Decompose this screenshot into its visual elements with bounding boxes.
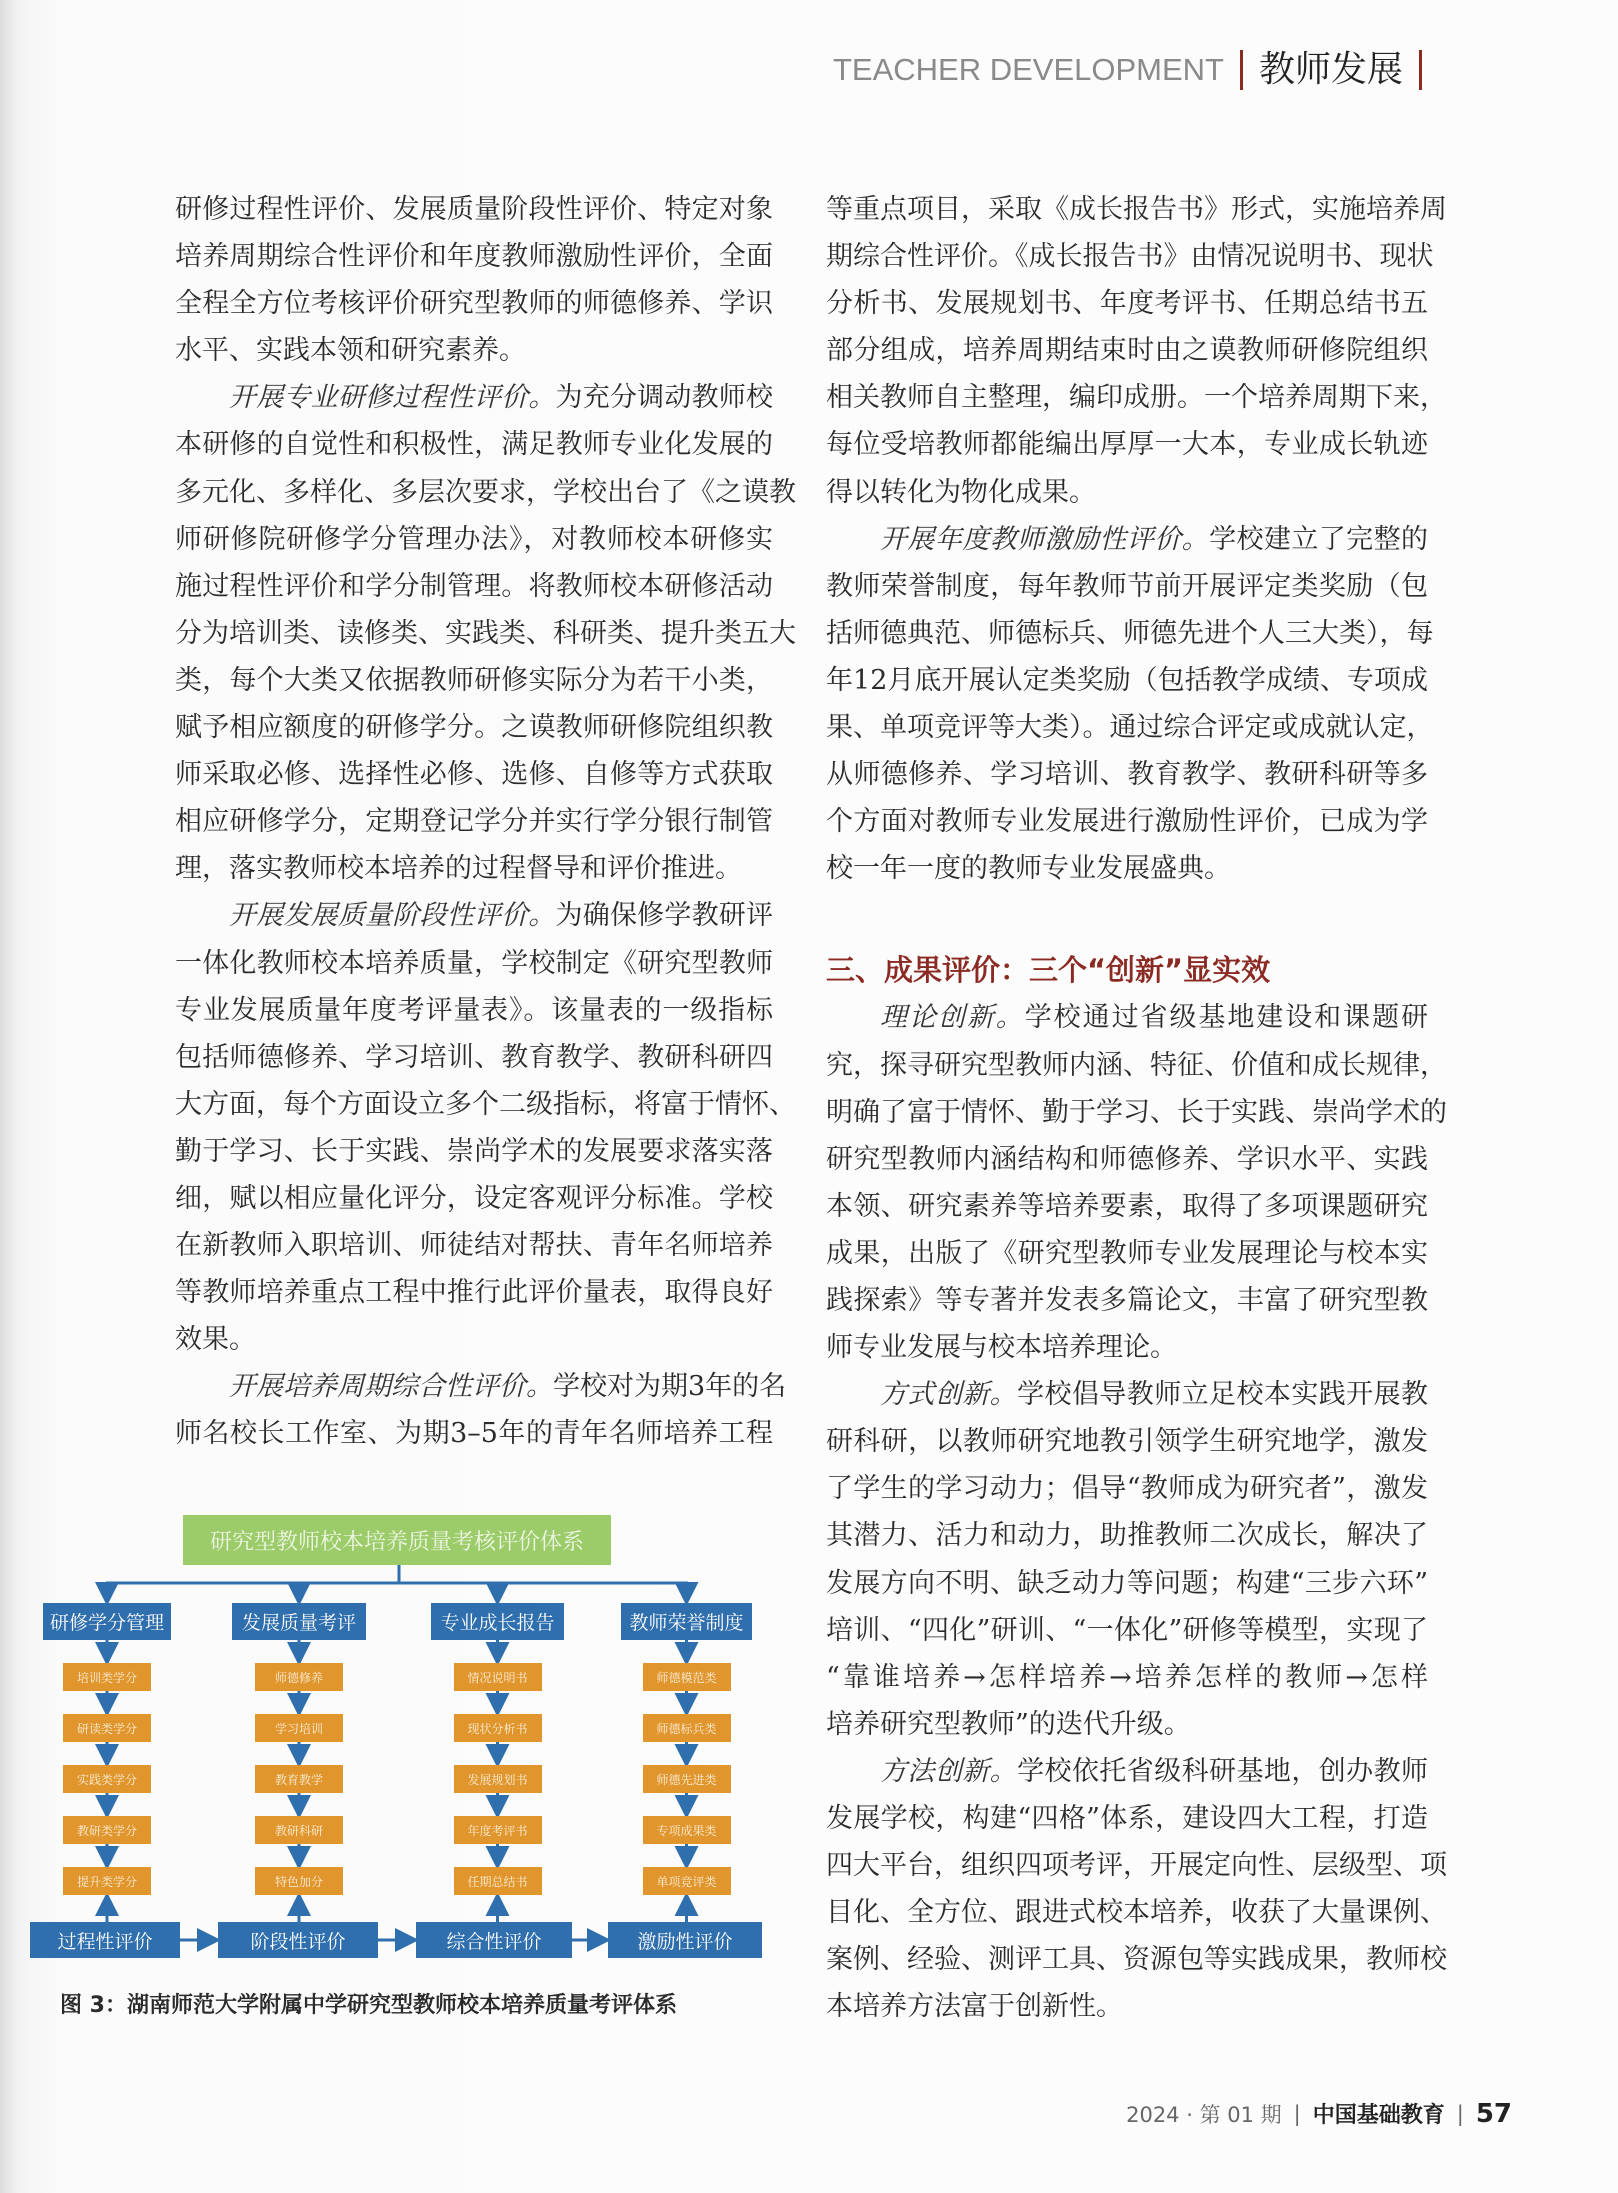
- line-text: 学校通过省级基地建设和课题研: [1024, 1002, 1429, 1034]
- line-text: 赋予相应额度的研修学分。之谟教师研修院组织教: [175, 712, 773, 744]
- line-text: 效果。: [175, 1324, 256, 1356]
- paragraph-lead: 开展发展质量阶段性评价。: [229, 900, 556, 932]
- paragraph-lead: 开展培养周期综合性评价。: [229, 1371, 553, 1403]
- line-text: 培养研究型教师”的迭代升级。: [826, 1708, 1191, 1740]
- line-text: 师专业发展与校本培养理论。: [826, 1332, 1177, 1364]
- text-line: [826, 1277, 1428, 1324]
- line-text: 一体化教师校本培养质量，学校制定《研究型教师: [175, 947, 773, 979]
- text-line: [826, 280, 1428, 327]
- indicator-box: 特色加分: [255, 1867, 343, 1895]
- running-header: [833, 44, 1422, 96]
- line-text: 培训、“四化”研训、“一体化”研修等模型，实现了: [826, 1614, 1428, 1646]
- line-text: 在新教师入职培训、师徒结对帮扶、青年名师培养: [175, 1230, 773, 1262]
- text-line: [826, 1607, 1428, 1654]
- indicator-box: 研读类学分: [63, 1714, 151, 1742]
- line-text: 学校建立了完整的: [1209, 523, 1429, 555]
- line-text: 学校对为期3年的名: [553, 1371, 787, 1403]
- text-line: [826, 516, 1428, 563]
- paragraph-lead: 开展年度教师激励性评价。: [880, 523, 1210, 555]
- line-text: 了学生的学习动力；倡导“教师成为研究者”，激发: [826, 1473, 1428, 1505]
- text-line: [826, 751, 1428, 798]
- text-line: [826, 421, 1428, 468]
- text-line: [826, 1136, 1428, 1183]
- text-line: [826, 469, 1428, 516]
- line-text: 学校倡导教师立足校本实践开展教: [1017, 1379, 1429, 1411]
- line-text: 研科研，以教师研究地教引领学生研究地学，激发: [826, 1426, 1428, 1458]
- category-box: 发展质量考评: [232, 1603, 366, 1640]
- paragraph: [175, 186, 773, 374]
- indicator-box: 年度考评书: [454, 1816, 542, 1844]
- page-footer: [1126, 2098, 1512, 2129]
- left-column: [175, 186, 796, 1458]
- text-line: [175, 657, 773, 704]
- line-text: 本研修的自觉性和积极性，满足教师专业化发展的: [175, 429, 773, 461]
- line-text: 校一年一度的教师专业发展盛典。: [826, 853, 1231, 885]
- indicator-box: 教育教学: [255, 1765, 343, 1793]
- line-text: 勤于学习、长于实践、崇尚学术的发展要求落实落: [175, 1135, 773, 1167]
- line-text: 教师荣誉制度，每年教师节前开展评定类奖励（包: [826, 570, 1428, 602]
- text-line: [175, 1316, 773, 1363]
- line-text: 本培养方法富于创新性。: [826, 1991, 1123, 2023]
- text-line: [826, 704, 1434, 751]
- line-text: 明确了富于情怀、勤于学习、长于实践、崇尚学术的: [826, 1096, 1447, 1128]
- footer-divider: |: [1456, 2101, 1464, 2126]
- text-line: [826, 1748, 1428, 1795]
- indicator-box: 发展规划书: [454, 1765, 542, 1793]
- line-text: 分析书、发展规划书、年度考评书、任期总结书五: [826, 288, 1428, 320]
- text-line: [175, 987, 773, 1034]
- text-line: [175, 1269, 773, 1316]
- text-line: [826, 1701, 1428, 1748]
- indicator-box: 提升类学分: [63, 1867, 151, 1895]
- indicator-box: 师德先进类: [643, 1765, 731, 1793]
- line-text: 师采取必修、选择性必修、选修、自修等方式获取: [175, 759, 773, 791]
- paragraph-lead: 开展专业研修过程性评价。: [229, 382, 556, 414]
- paragraph: [826, 186, 1447, 516]
- line-text: 部分组成，培养周期结束时由之谟教师研修院组织: [826, 335, 1428, 367]
- indicator-box: 情况说明书: [454, 1663, 542, 1691]
- text-line: [175, 845, 773, 892]
- text-line: [175, 374, 773, 421]
- line-text: 为确保修学教研评: [555, 900, 774, 932]
- text-line: [826, 1889, 1447, 1936]
- line-text: 培养周期综合性评价和年度教师激励性评价，全面: [175, 241, 773, 273]
- line-text: 发展方向不明、缺乏动力等问题；构建“三步六环”: [826, 1567, 1428, 1599]
- text-line: [175, 233, 773, 280]
- line-text: 分为培训类、读修类、实践类、科研类、提升类五大: [175, 617, 796, 649]
- text-line: [826, 1418, 1428, 1465]
- line-text: 细，赋以相应量化评分，设定客观评分标准。学校: [175, 1182, 773, 1214]
- line-text: 期综合性评价。《成长报告书》由情况说明书、现状: [826, 241, 1434, 273]
- line-text: 专业发展质量年度考评量表》。该量表的一级指标: [175, 994, 773, 1026]
- section-heading: 三、成果评价：三个“创新”显实效: [826, 953, 1271, 988]
- paragraph: [826, 1748, 1447, 2031]
- text-line: [826, 1465, 1428, 1512]
- header-divider: [1240, 50, 1243, 90]
- text-line: [175, 516, 773, 563]
- line-text: 从师德修养、学习培训、教育教学、教研科研等多: [826, 759, 1428, 791]
- text-line: [826, 1230, 1428, 1277]
- text-line: [175, 1081, 796, 1128]
- line-text: 相应研修学分，定期登记学分并实行学分银行制管: [175, 806, 773, 838]
- text-line: [175, 280, 773, 327]
- text-line: [175, 798, 773, 845]
- text-line: [175, 469, 796, 516]
- text-line: [826, 563, 1428, 610]
- line-text: 发展学校，构建“四格”体系，建设四大工程，打造: [826, 1803, 1428, 1834]
- text-line: [826, 1324, 1428, 1371]
- line-text: 究，探寻研究型教师内涵、特征、价值和成长规律，: [826, 1049, 1447, 1081]
- header-section-cn: 教师发展: [1258, 49, 1403, 90]
- text-line: [826, 1842, 1447, 1889]
- text-line: [175, 1222, 773, 1269]
- indicator-box: 教研科研: [255, 1816, 343, 1844]
- text-line: [175, 327, 773, 374]
- page-number: 57: [1475, 2098, 1512, 2129]
- paragraph: [826, 994, 1447, 1371]
- paragraph-lead: 方法创新。: [880, 1755, 1018, 1787]
- line-text: 括师德典范、师德标兵、师德先进个人三大类），每: [826, 617, 1434, 649]
- figure-title-box: 研究型教师校本培养质量考核评价体系: [183, 1515, 611, 1565]
- indicator-box: 现状分析书: [454, 1714, 542, 1742]
- figure-caption: 图 3：湖南师范大学附属中学研究型教师校本培养质量考评体系: [60, 1993, 677, 2018]
- line-text: 水平、实践本领和研究素养。: [175, 335, 526, 367]
- line-text: 大方面，每个方面设立多个二级指标，将富于情怀、: [175, 1088, 796, 1120]
- text-line: [826, 994, 1428, 1041]
- text-line: [175, 940, 773, 987]
- line-text: 案例、经验、测评工具、资源包等实践成果，教师校: [826, 1944, 1447, 1976]
- text-line: [826, 233, 1434, 280]
- text-line: [175, 892, 773, 939]
- line-text: 类，每个大类又依据教师研修实际分为若干小类，: [175, 664, 773, 696]
- text-line: [826, 1560, 1428, 1607]
- line-text: 践探索》等专著并发表多篇论文，丰富了研究型教: [826, 1284, 1428, 1316]
- evaluation-type-box: 综合性评价: [416, 1922, 572, 1958]
- indicator-box: 培训类学分: [63, 1663, 151, 1691]
- line-text: 个方面对教师专业发展进行激励性评价，已成为学: [826, 806, 1428, 838]
- text-line: [826, 845, 1428, 892]
- indicator-box: 实践类学分: [63, 1765, 151, 1793]
- line-text: 研修过程性评价、发展质量阶段性评价、特定对象: [175, 194, 773, 225]
- text-line: [175, 1128, 773, 1175]
- line-text: 多元化、多样化、多层次要求，学校出台了《之谟教: [175, 476, 796, 508]
- line-text: 成果，出版了《研究型教师专业发展理论与校本实: [826, 1237, 1428, 1269]
- line-text: 施过程性评价和学分制管理。将教师校本研修活动: [175, 570, 773, 602]
- text-line: [826, 374, 1447, 421]
- line-text: 每位受培教师都能编出厚厚一大本，专业成长轨迹: [826, 429, 1428, 461]
- text-line: [826, 186, 1447, 233]
- category-box: 专业成长报告: [431, 1603, 564, 1640]
- text-line: [826, 327, 1428, 374]
- line-text: 目化、全方位、跟进式校本培养，收获了大量课例、: [826, 1897, 1447, 1929]
- text-line: [175, 421, 773, 468]
- line-text: 年12月底开展认定类奖励（包括教学成绩、专项成: [826, 664, 1428, 696]
- paragraph: [175, 1363, 787, 1457]
- text-line: [175, 610, 796, 657]
- line-text: 为充分调动教师校: [555, 382, 774, 414]
- text-line: [826, 1042, 1447, 1089]
- line-text: 研究型教师内涵结构和师德修养、学识水平、实践: [826, 1143, 1428, 1175]
- line-text: 得以转化为物化成果。: [826, 476, 1096, 508]
- indicator-box: 任期总结书: [454, 1867, 542, 1895]
- paragraph-lead: 方式创新。: [880, 1379, 1018, 1411]
- line-text: 等重点项目，采取《成长报告书》形式，实施培养周: [826, 194, 1447, 225]
- text-line: [175, 1363, 787, 1410]
- indicator-box: 学习培训: [255, 1714, 343, 1742]
- paragraph: [826, 1371, 1428, 1748]
- line-text: 本领、研究素养等培养要素，取得了多项课题研究: [826, 1190, 1428, 1222]
- indicator-box: 师德修养: [255, 1663, 343, 1691]
- issue-label: 2024 · 第 01 期: [1126, 2102, 1282, 2127]
- text-line: [826, 1936, 1447, 1983]
- text-line: [175, 1410, 773, 1457]
- paragraph: [826, 516, 1434, 893]
- text-line: [826, 1512, 1428, 1559]
- text-line: [826, 1654, 1428, 1701]
- right-column: [826, 186, 1447, 2030]
- line-text: 等教师培养重点工程中推行此评价量表，取得良好: [175, 1277, 773, 1309]
- text-line: [826, 798, 1428, 845]
- line-text: 师研修院研修学分管理办法》，对教师校本研修实: [175, 523, 773, 555]
- evaluation-type-box: 过程性评价: [30, 1922, 180, 1958]
- indicator-box: 师德模范类: [643, 1663, 731, 1691]
- text-line: [826, 610, 1434, 657]
- header-section-en: TEACHER DEVELOPMENT: [832, 52, 1224, 87]
- indicator-box: 师德标兵类: [643, 1714, 731, 1742]
- text-line: [175, 1034, 773, 1081]
- line-text: 包括师德修养、学习培训、教育教学、教研科研四: [175, 1041, 773, 1073]
- evaluation-type-box: 阶段性评价: [218, 1922, 378, 1958]
- text-line: [826, 1371, 1428, 1418]
- text-line: [826, 1983, 1428, 2030]
- text-line: [175, 563, 773, 610]
- text-line: [175, 704, 773, 751]
- line-text: “靠谁培养→怎样培养→培养怎样的教师→怎样: [826, 1661, 1428, 1693]
- category-box: 教师荣誉制度: [621, 1603, 752, 1640]
- magazine-name: 中国基础教育: [1312, 2103, 1445, 2128]
- text-line: [826, 1089, 1447, 1136]
- footer-divider: |: [1293, 2101, 1301, 2126]
- text-line: [826, 1795, 1428, 1842]
- header-divider-end: [1419, 50, 1422, 90]
- line-text: 相关教师自主整理，编印成册。一个培养周期下来，: [826, 382, 1447, 414]
- text-line: [826, 657, 1428, 704]
- category-box: 研修学分管理: [43, 1603, 171, 1640]
- paragraph: [175, 892, 796, 1363]
- indicator-box: 专项成果类: [643, 1816, 731, 1844]
- text-line: [175, 1175, 773, 1222]
- line-text: 学校依托省级科研基地，创办教师: [1017, 1755, 1429, 1787]
- line-text: 四大平台，组织四项考评，开展定向性、层级型、项: [826, 1850, 1447, 1882]
- line-text: 全程全方位考核评价研究型教师的师德修养、学识: [175, 288, 773, 320]
- indicator-box: 教研类学分: [63, 1816, 151, 1844]
- line-text: 果、单项竞评等大类）。通过综合评定或成就认定，: [826, 712, 1434, 744]
- indicator-box: 单项竞评类: [643, 1867, 731, 1895]
- line-text: 师名校长工作室、为期3–5年的青年名师培养工程: [175, 1418, 773, 1450]
- text-line: [175, 751, 773, 798]
- text-line: [175, 186, 773, 233]
- line-text: 理，落实教师校本培养的过程督导和评价推进。: [175, 853, 742, 885]
- text-line: [826, 1183, 1428, 1230]
- evaluation-type-box: 激励性评价: [608, 1922, 762, 1958]
- paragraph-lead: 理论创新。: [880, 1002, 1025, 1034]
- paragraph: [175, 374, 796, 892]
- line-text: 其潜力、活力和动力，助推教师二次成长，解决了: [826, 1520, 1428, 1552]
